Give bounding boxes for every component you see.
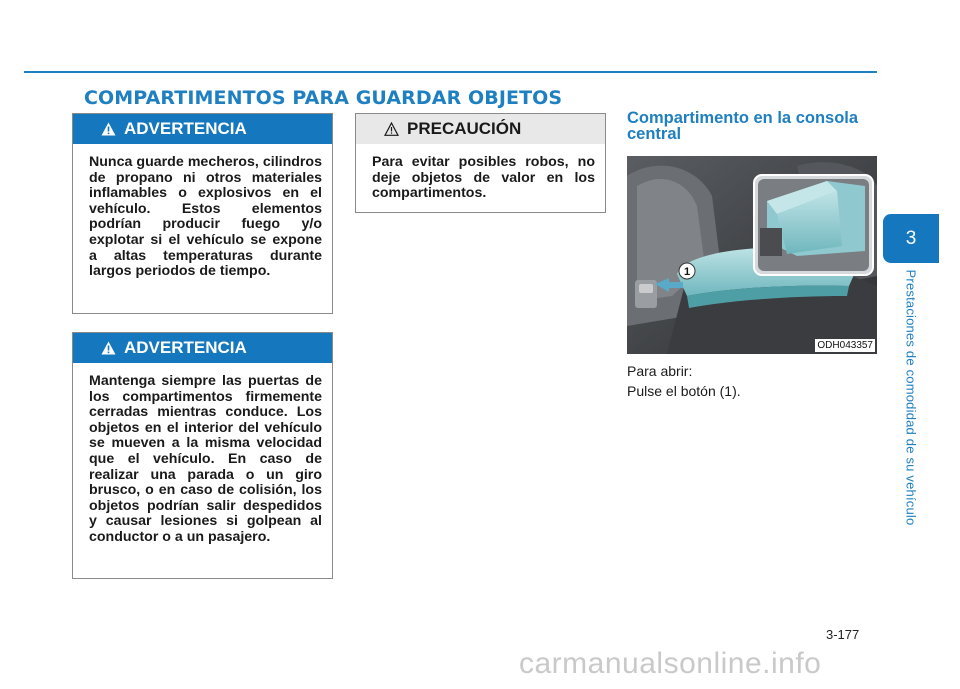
chapter-title-vertical [901,262,921,532]
warning-text: Mantenga siempre las puertas de los compartimentos firmemente cerradas mientras conduce. Los objetos en el interior del vehículo se mueven a la misma velocidad que el vehículo. En caso de realizar una parada o un giro brusco, o en caso de colisión, los objetos podrían salir despedidos y causar lesiones si golpean al conductor o a un pasajero. [89,373,322,545]
warning-title: ADVERTENCIA [124,338,247,357]
watermark: carmanualsonline.info [519,647,822,680]
warning-header [73,114,332,144]
top-rule [24,71,877,73]
caution-header [356,114,605,144]
caution-box [355,113,606,213]
section-title: COMPARTIMENTOS PARA GUARDAR OBJETOS [84,87,563,109]
warning-triangle-icon [101,122,116,136]
warning-text: Nunca guarde mecheros, cilindros de propano ni otros materiales inflamables o explosivos en el vehículo. Estos elementos podrían producir fuego y/o explotar si el vehículo se expone a altas temperaturas durante largos periodos de tiempo. [89,154,322,280]
warning-title: ADVERTENCIA [124,119,247,138]
console-illustration [627,156,877,354]
warning-header [73,333,332,363]
page-number: 3-177 [826,627,860,642]
figure-code: ODH043357 [817,340,873,351]
step-open-label: Para abrir: [627,363,693,379]
caution-title: PRECAUCIÓN [407,119,522,138]
chapter-name: Prestaciones de comodidad de su vehículo [903,269,919,525]
callout-number: 1 [683,266,691,278]
warning-box-flammables [72,113,333,314]
subsection-title: Compartimento en la consola central [627,109,859,143]
console-compartment-figure [627,156,877,354]
warning-box-doors [72,332,333,579]
chapter-number: 3 [905,227,917,249]
caution-text: Para evitar posibles robos, no deje objetos de valor en los compartimentos. [372,154,595,202]
chapter-tab [883,214,939,263]
warning-triangle-icon [101,341,116,355]
caution-triangle-icon [384,122,399,136]
step-press-button: Pulse el botón (1). [627,383,741,399]
